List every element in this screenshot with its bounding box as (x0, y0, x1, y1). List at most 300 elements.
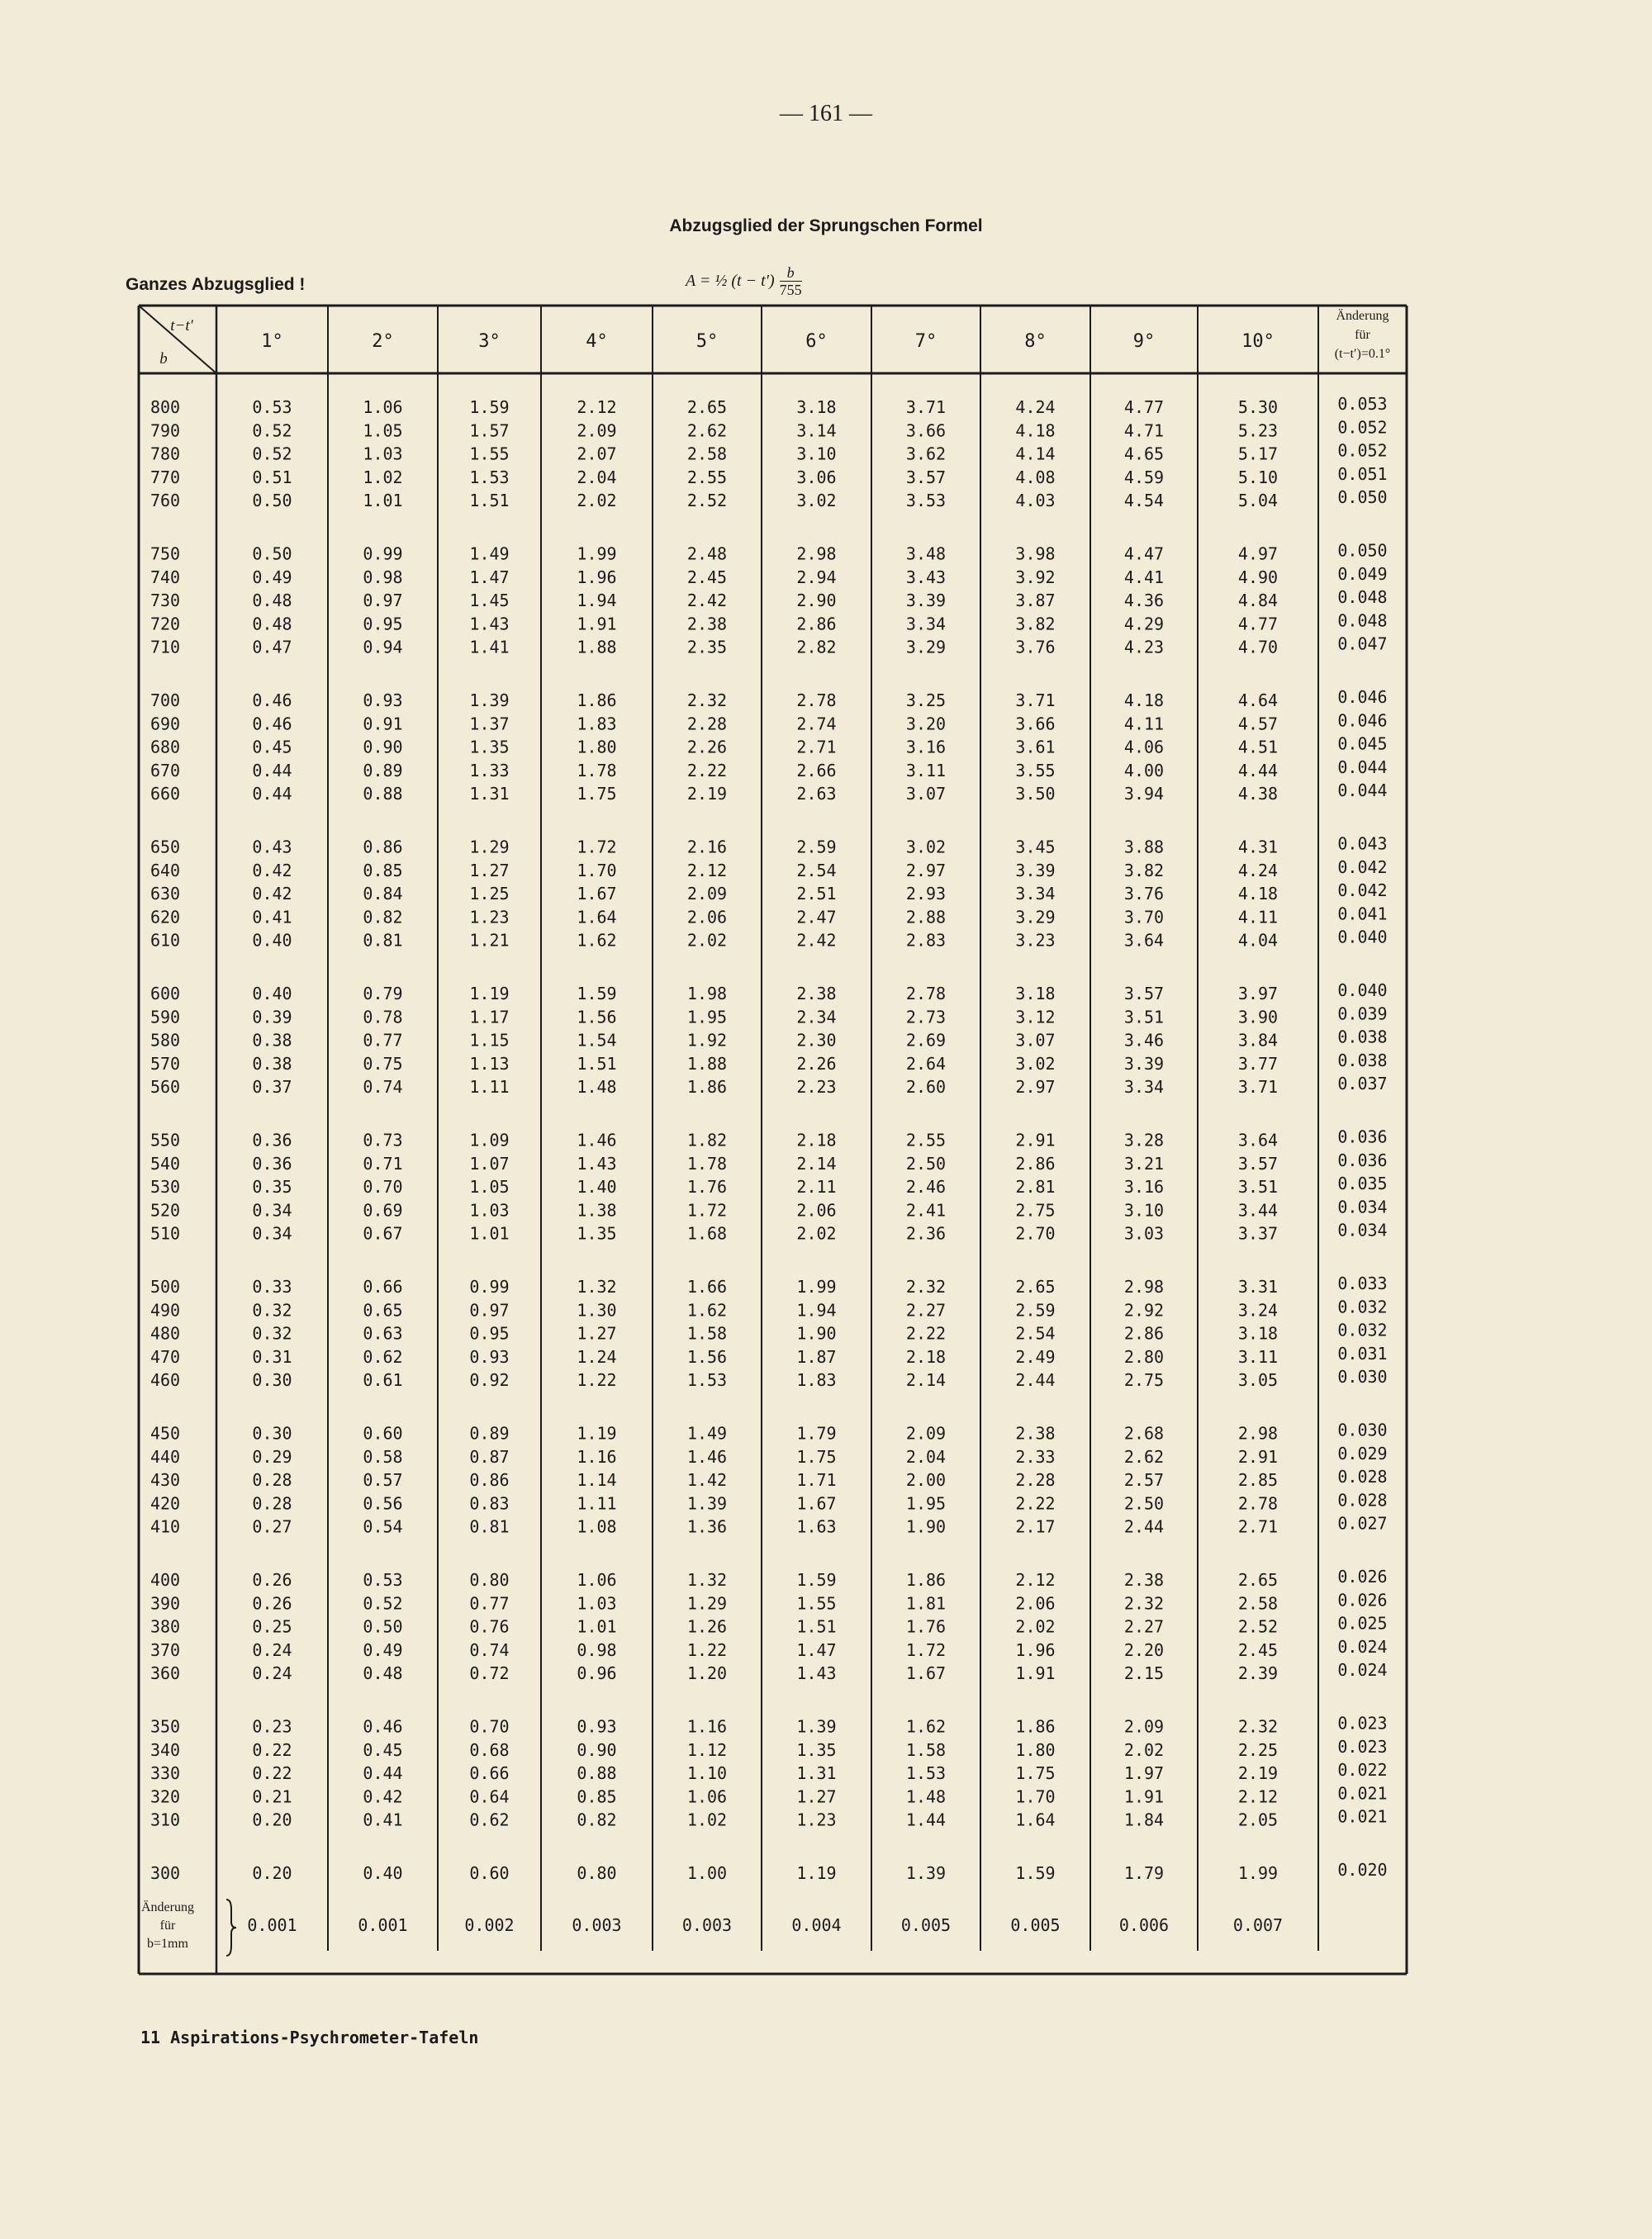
pressure-value: 440 (150, 1446, 181, 1467)
table-cell: 4.31 (1237, 837, 1279, 857)
change-value: 0.044 (1337, 780, 1388, 801)
column-header: 6° (805, 331, 828, 352)
table-cell: 0.64 (469, 1786, 510, 1807)
table-cell: 1.21 (469, 930, 510, 951)
table-cell: 1.48 (577, 1077, 617, 1098)
table-cell: 3.05 (1237, 1370, 1279, 1391)
table-cell: 3.10 (1123, 1200, 1165, 1221)
table-cell: 2.42 (796, 930, 837, 951)
table-cell: 2.98 (1237, 1423, 1279, 1444)
table-cell: 1.90 (796, 1323, 837, 1344)
table-cell: 1.72 (577, 837, 617, 857)
change-row-label-line: für (159, 1919, 176, 1933)
table-cell: 2.32 (905, 1277, 947, 1297)
table-cell: 0.25 (252, 1616, 292, 1637)
table-cell: 1.05 (469, 1177, 510, 1198)
change-value: 0.048 (1337, 587, 1388, 608)
table-cell: 1.94 (577, 591, 617, 611)
table-cell: 2.12 (1237, 1786, 1279, 1807)
pressure-value: 360 (150, 1663, 181, 1684)
table-cell: 3.02 (796, 491, 837, 511)
table-cell: 2.09 (686, 884, 728, 904)
table-cell: 2.75 (1123, 1370, 1165, 1391)
table-cell: 1.39 (469, 690, 510, 710)
table-cell: 0.32 (252, 1323, 292, 1344)
table-cell: 0.46 (363, 1716, 403, 1737)
table-cell: 3.98 (1015, 543, 1056, 564)
column-header: 5° (695, 331, 719, 352)
table-cell: 1.75 (1015, 1763, 1056, 1784)
change-value: 0.047 (1337, 633, 1388, 654)
table-cell: 0.81 (363, 930, 403, 951)
table-cell: 3.88 (1123, 837, 1165, 857)
table-cell: 0.27 (252, 1516, 292, 1537)
table-cell: 0.84 (363, 884, 403, 904)
table-cell: 4.90 (1237, 567, 1279, 587)
table-cell: 1.31 (469, 784, 510, 804)
table-cell: 3.87 (1015, 591, 1056, 611)
table-cell: 0.42 (252, 860, 292, 880)
change-value: 0.024 (1337, 1636, 1388, 1657)
change-value: 0.049 (1337, 563, 1388, 584)
table-cell: 0.66 (363, 1277, 403, 1297)
table-cell: 1.56 (686, 1346, 728, 1367)
table-cell: 0.56 (363, 1493, 403, 1514)
table-cell: 0.86 (469, 1470, 510, 1491)
pressure-value: 540 (150, 1153, 181, 1174)
table-cell: 3.12 (1015, 1007, 1056, 1027)
table-cell: 2.14 (796, 1153, 837, 1174)
table-cell: 1.87 (796, 1346, 837, 1367)
change-value: 0.024 (1337, 1660, 1388, 1681)
table-cell: 2.30 (796, 1030, 837, 1051)
footer-note: 11 Aspirations-Psychrometer-Tafeln (140, 2028, 479, 2047)
table-cell: 4.18 (1015, 420, 1056, 441)
column-header: 9° (1132, 331, 1156, 352)
table-cell: 1.76 (905, 1616, 947, 1637)
table-cell: 2.32 (1123, 1593, 1165, 1614)
table-cell: 2.22 (905, 1323, 947, 1344)
column-header: 1° (261, 331, 283, 352)
table-cell: 3.48 (905, 543, 947, 564)
table-cell: 1.81 (905, 1593, 947, 1614)
table-cell: 1.62 (905, 1716, 947, 1737)
table-cell: 2.42 (686, 591, 728, 611)
table-cell: 4.64 (1237, 690, 1279, 710)
table-cell: 1.03 (469, 1200, 510, 1221)
table-cell: 1.43 (796, 1663, 837, 1684)
table-cell: 1.54 (577, 1030, 617, 1051)
pressure-value: 580 (150, 1030, 181, 1051)
table-cell: 2.02 (686, 930, 728, 951)
table-cell: 2.70 (1015, 1223, 1056, 1244)
table-cell: 0.62 (469, 1810, 510, 1830)
table-cell: 3.43 (905, 567, 947, 587)
table-cell: 1.19 (796, 1863, 837, 1883)
table-cell: 2.22 (1015, 1493, 1056, 1514)
pressure-value: 670 (150, 760, 181, 780)
table-cell: 0.42 (252, 884, 292, 904)
table-cell: 2.44 (1123, 1516, 1165, 1537)
table-cell: 3.84 (1237, 1030, 1279, 1051)
table-cell: 2.98 (796, 543, 837, 564)
table-cell: 1.70 (577, 860, 617, 880)
table-cell: 1.39 (905, 1863, 947, 1883)
table-cell: 2.83 (905, 930, 947, 951)
table-cell: 5.10 (1237, 467, 1279, 487)
table-cell: 4.18 (1123, 690, 1165, 710)
table-cell: 1.16 (686, 1716, 728, 1737)
table-cell: 1.05 (363, 420, 403, 441)
table-cell: 2.90 (796, 591, 837, 611)
table-cell: 0.70 (469, 1716, 510, 1737)
change-value: 0.036 (1337, 1127, 1388, 1147)
change-value: 0.040 (1337, 927, 1388, 947)
table-cell: 0.36 (252, 1130, 292, 1150)
table-cell: 1.31 (796, 1763, 837, 1784)
table-cell: 2.71 (796, 737, 837, 757)
change-value: 0.028 (1337, 1490, 1388, 1511)
table-cell: 2.00 (905, 1470, 947, 1491)
table-cell: 3.39 (1015, 860, 1056, 880)
table-cell: 1.96 (577, 567, 617, 587)
table-cell: 0.41 (363, 1810, 403, 1830)
table-cell: 0.88 (577, 1763, 617, 1784)
table-cell: 1.29 (686, 1593, 728, 1614)
table-cell: 3.34 (1123, 1077, 1165, 1098)
table-cell: 0.70 (363, 1177, 403, 1198)
table-cell: 1.62 (686, 1300, 728, 1321)
table-cell: 1.06 (577, 1570, 617, 1590)
table-cell: 0.91 (363, 714, 403, 734)
table-cell: 3.46 (1123, 1030, 1165, 1051)
change-value: 0.036 (1337, 1150, 1388, 1170)
table-cell: 1.84 (1123, 1810, 1165, 1830)
table-cell: 2.59 (1015, 1300, 1056, 1321)
table-cell: 1.64 (577, 907, 617, 927)
table-cell: 1.53 (905, 1763, 947, 1784)
pressure-value: 620 (150, 907, 181, 927)
pressure-value: 390 (150, 1593, 181, 1614)
table-cell: 1.86 (686, 1077, 728, 1098)
table-cell: 4.41 (1123, 567, 1165, 587)
change-value: 0.025 (1337, 1613, 1388, 1634)
table-cell: 5.30 (1237, 397, 1279, 417)
table-cell: 0.40 (252, 984, 292, 1003)
table-cell: 1.97 (1123, 1763, 1165, 1784)
table-cell: 2.22 (686, 760, 728, 780)
table-cell: 2.48 (686, 543, 728, 564)
pressure-value: 530 (150, 1177, 181, 1198)
formula-denominator: 755 (779, 282, 802, 298)
table-cell: 4.77 (1123, 397, 1165, 417)
pressure-value: 500 (150, 1277, 181, 1297)
table-cell: 0.40 (363, 1863, 403, 1883)
table-cell: 3.71 (1015, 690, 1056, 710)
table-cell: 0.53 (363, 1570, 403, 1590)
table-cell: 1.64 (1015, 1810, 1056, 1830)
change-header-line: Änderung (1336, 309, 1389, 323)
table-cell: 2.52 (1237, 1616, 1279, 1637)
table-cell: 0.94 (363, 637, 403, 657)
table-cell: 0.28 (252, 1470, 292, 1491)
table-cell: 2.91 (1015, 1130, 1056, 1150)
table-cell: 4.14 (1015, 444, 1056, 464)
table-cell: 3.64 (1123, 930, 1165, 951)
pressure-value: 730 (150, 591, 181, 611)
table-cell: 0.97 (363, 591, 403, 611)
table-cell: 0.42 (363, 1786, 403, 1807)
table-cell: 1.72 (686, 1200, 728, 1221)
table-cell: 0.32 (252, 1300, 292, 1321)
table-cell: 2.50 (905, 1153, 947, 1174)
table-cell: 0.50 (363, 1616, 403, 1637)
corner-label-temp-diff: t−t′ (170, 317, 193, 334)
table-cell: 2.26 (686, 737, 728, 757)
table-cell: 1.98 (686, 984, 728, 1003)
change-value: 0.042 (1337, 880, 1388, 901)
pressure-value: 780 (150, 444, 181, 464)
table-cell: 1.32 (686, 1570, 728, 1590)
table-cell: 4.84 (1237, 591, 1279, 611)
table-cell: 1.20 (686, 1663, 728, 1684)
table-cell: 3.51 (1237, 1177, 1279, 1198)
change-value: 0.031 (1337, 1343, 1388, 1364)
table-cell: 2.92 (1123, 1300, 1165, 1321)
table-cell: 1.07 (469, 1153, 510, 1174)
table-cell: 3.16 (1123, 1177, 1165, 1198)
table-cell: 3.92 (1015, 567, 1056, 587)
table-cell: 0.43 (252, 837, 292, 857)
table-cell: 1.76 (686, 1177, 728, 1198)
pressure-value: 800 (150, 397, 181, 417)
table-cell: 0.30 (252, 1423, 292, 1444)
change-value: 0.032 (1337, 1320, 1388, 1340)
table-cell: 0.21 (252, 1786, 292, 1807)
table-cell: 2.49 (1015, 1346, 1056, 1367)
table-cell: 2.09 (577, 420, 617, 441)
table-cell: 0.52 (252, 444, 292, 464)
pressure-value: 680 (150, 737, 181, 757)
table-cell: 1.49 (469, 543, 510, 564)
table-cell: 3.76 (1015, 637, 1056, 657)
table-cell: 2.15 (1123, 1663, 1165, 1684)
change-row-cell: 0.006 (1118, 1915, 1170, 1935)
change-value: 0.041 (1337, 904, 1388, 924)
brace-icon (226, 1900, 236, 1956)
table-cell: 2.74 (796, 714, 837, 734)
change-value: 0.042 (1337, 856, 1388, 877)
corner-diagonal (139, 306, 216, 373)
pressure-value: 640 (150, 860, 181, 880)
table-cell: 2.75 (1015, 1200, 1056, 1221)
table-cell: 2.51 (796, 884, 837, 904)
table-cell: 0.65 (363, 1300, 403, 1321)
table-cell: 2.19 (1237, 1763, 1279, 1784)
table-cell: 2.04 (577, 467, 617, 487)
table-cell: 0.80 (469, 1570, 510, 1590)
change-row-label-line: Änderung (141, 1900, 194, 1914)
table-cell: 3.16 (905, 737, 947, 757)
table-cell: 4.18 (1237, 884, 1279, 904)
change-value: 0.030 (1337, 1420, 1388, 1440)
table-cell: 0.97 (469, 1300, 510, 1321)
table-cell: 1.99 (1237, 1863, 1279, 1883)
table-cell: 1.09 (469, 1130, 510, 1150)
table-cell: 1.27 (796, 1786, 837, 1807)
table-cell: 0.60 (469, 1863, 510, 1883)
table-cell: 0.95 (469, 1323, 510, 1344)
table-cell: 2.38 (796, 984, 837, 1003)
table-cell: 0.23 (252, 1716, 292, 1737)
table-cell: 1.26 (686, 1616, 728, 1637)
pressure-value: 610 (150, 930, 181, 951)
table-cell: 0.79 (363, 984, 403, 1003)
table-cell: 2.39 (1237, 1663, 1279, 1684)
table-cell: 1.88 (577, 637, 617, 657)
table-cell: 1.23 (796, 1810, 837, 1830)
table-cell: 3.25 (905, 690, 947, 710)
table-cell: 0.22 (252, 1763, 292, 1784)
table-cell: 1.62 (577, 930, 617, 951)
table-cell: 3.14 (796, 420, 837, 441)
table-cell: 4.06 (1123, 737, 1165, 757)
table-cell: 1.67 (796, 1493, 837, 1514)
table-cell: 1.88 (686, 1053, 728, 1074)
formula-numerator: b (786, 264, 795, 281)
table-cell: 1.79 (796, 1423, 837, 1444)
change-value: 0.021 (1337, 1806, 1388, 1827)
table-cell: 1.59 (469, 397, 510, 417)
table-cell: 1.57 (469, 420, 510, 441)
table-cell: 0.88 (363, 784, 403, 804)
change-value: 0.051 (1337, 463, 1388, 484)
table-cell: 2.04 (905, 1446, 947, 1467)
table-cell: 1.35 (796, 1739, 837, 1760)
table-cell: 2.06 (796, 1200, 837, 1221)
table-cell: 1.19 (469, 984, 510, 1003)
table-cell: 2.28 (1015, 1470, 1056, 1491)
change-row-cell: 0.004 (791, 1915, 842, 1935)
table-cell: 1.01 (577, 1616, 617, 1637)
table-cell: 0.76 (469, 1616, 510, 1637)
pressure-value: 340 (150, 1739, 181, 1760)
pressure-value: 760 (150, 491, 181, 511)
table-cell: 5.04 (1237, 491, 1279, 511)
table-cell: 0.26 (252, 1570, 292, 1590)
corner-label-pressure: b (159, 350, 168, 368)
change-row-cell: 0.005 (1010, 1915, 1061, 1935)
change-value: 0.023 (1337, 1713, 1388, 1734)
table-cell: 2.18 (796, 1130, 837, 1150)
change-value: 0.040 (1337, 980, 1388, 1000)
pressure-value: 720 (150, 614, 181, 634)
table-cell: 0.81 (469, 1516, 510, 1537)
change-value: 0.046 (1337, 687, 1388, 707)
table-cell: 0.51 (252, 467, 292, 487)
pressure-value: 380 (150, 1616, 181, 1637)
table-cell: 0.45 (363, 1739, 403, 1760)
table-cell: 0.89 (363, 760, 403, 780)
table-cell: 3.39 (1123, 1053, 1165, 1074)
table-cell: 0.53 (252, 397, 292, 417)
table-cell: 0.90 (363, 737, 403, 757)
table-cell: 0.30 (252, 1370, 292, 1391)
table-cell: 2.36 (905, 1223, 947, 1244)
table-cell: 2.78 (796, 690, 837, 710)
table-cell: 2.38 (1015, 1423, 1056, 1444)
table-cell: 2.27 (905, 1300, 947, 1321)
table-cell: 1.35 (577, 1223, 617, 1244)
table-cell: 1.94 (796, 1300, 837, 1321)
table-cell: 2.47 (796, 907, 837, 927)
table-cell: 2.07 (577, 444, 617, 464)
table-cell: 2.44 (1015, 1370, 1056, 1391)
change-row-cell: 0.003 (681, 1915, 733, 1935)
table-cell: 1.27 (469, 860, 510, 880)
table-cell: 1.44 (905, 1810, 947, 1830)
table-cell: 0.92 (469, 1370, 510, 1391)
table-cell: 0.77 (469, 1593, 510, 1614)
table-cell: 0.38 (252, 1030, 292, 1051)
table-cell: 0.33 (252, 1277, 292, 1297)
table-cell: 0.93 (577, 1716, 617, 1737)
change-value: 0.029 (1337, 1443, 1388, 1463)
table-cell: 1.17 (469, 1007, 510, 1027)
table-cell: 2.65 (686, 397, 728, 417)
table-cell: 3.18 (1015, 984, 1056, 1003)
table-cell: 1.91 (1123, 1786, 1165, 1807)
table-cell: 2.55 (686, 467, 728, 487)
table-cell: 4.24 (1237, 860, 1279, 880)
change-value: 0.020 (1337, 1860, 1388, 1880)
table-cell: 0.93 (363, 690, 403, 710)
pressure-value: 450 (150, 1423, 181, 1444)
table-cell: 1.03 (577, 1593, 617, 1614)
table-cell: 2.45 (1237, 1639, 1279, 1660)
table-cell: 1.40 (577, 1177, 617, 1198)
table-cell: 1.91 (577, 614, 617, 634)
table-cell: 1.80 (577, 737, 617, 757)
pressure-value: 690 (150, 714, 181, 734)
table-cell: 1.92 (686, 1030, 728, 1051)
table-cell: 2.32 (1237, 1716, 1279, 1737)
table-cell: 3.31 (1237, 1277, 1279, 1297)
table-cell: 1.29 (469, 837, 510, 857)
table-cell: 2.33 (1015, 1446, 1056, 1467)
table-cell: 0.35 (252, 1177, 292, 1198)
table-cell: 1.58 (686, 1323, 728, 1344)
table-cell: 2.50 (1123, 1493, 1165, 1514)
table-cell: 0.63 (363, 1323, 403, 1344)
table-cell: 1.45 (469, 591, 510, 611)
table-cell: 1.79 (1123, 1863, 1165, 1883)
table-cell: 2.27 (1123, 1616, 1165, 1637)
table-cell: 0.49 (252, 567, 292, 587)
change-value: 0.053 (1337, 394, 1388, 414)
change-value: 0.050 (1337, 540, 1388, 561)
table-cell: 1.16 (577, 1446, 617, 1467)
table-cell: 4.00 (1123, 760, 1165, 780)
pressure-value: 630 (150, 884, 181, 904)
table-cell: 4.36 (1123, 591, 1165, 611)
table-cell: 2.65 (1015, 1277, 1056, 1297)
table-cell: 3.06 (796, 467, 837, 487)
table-cell: 2.26 (796, 1053, 837, 1074)
table-cell: 2.52 (686, 491, 728, 511)
table-cell: 3.07 (905, 784, 947, 804)
table-cell: 2.91 (1237, 1446, 1279, 1467)
